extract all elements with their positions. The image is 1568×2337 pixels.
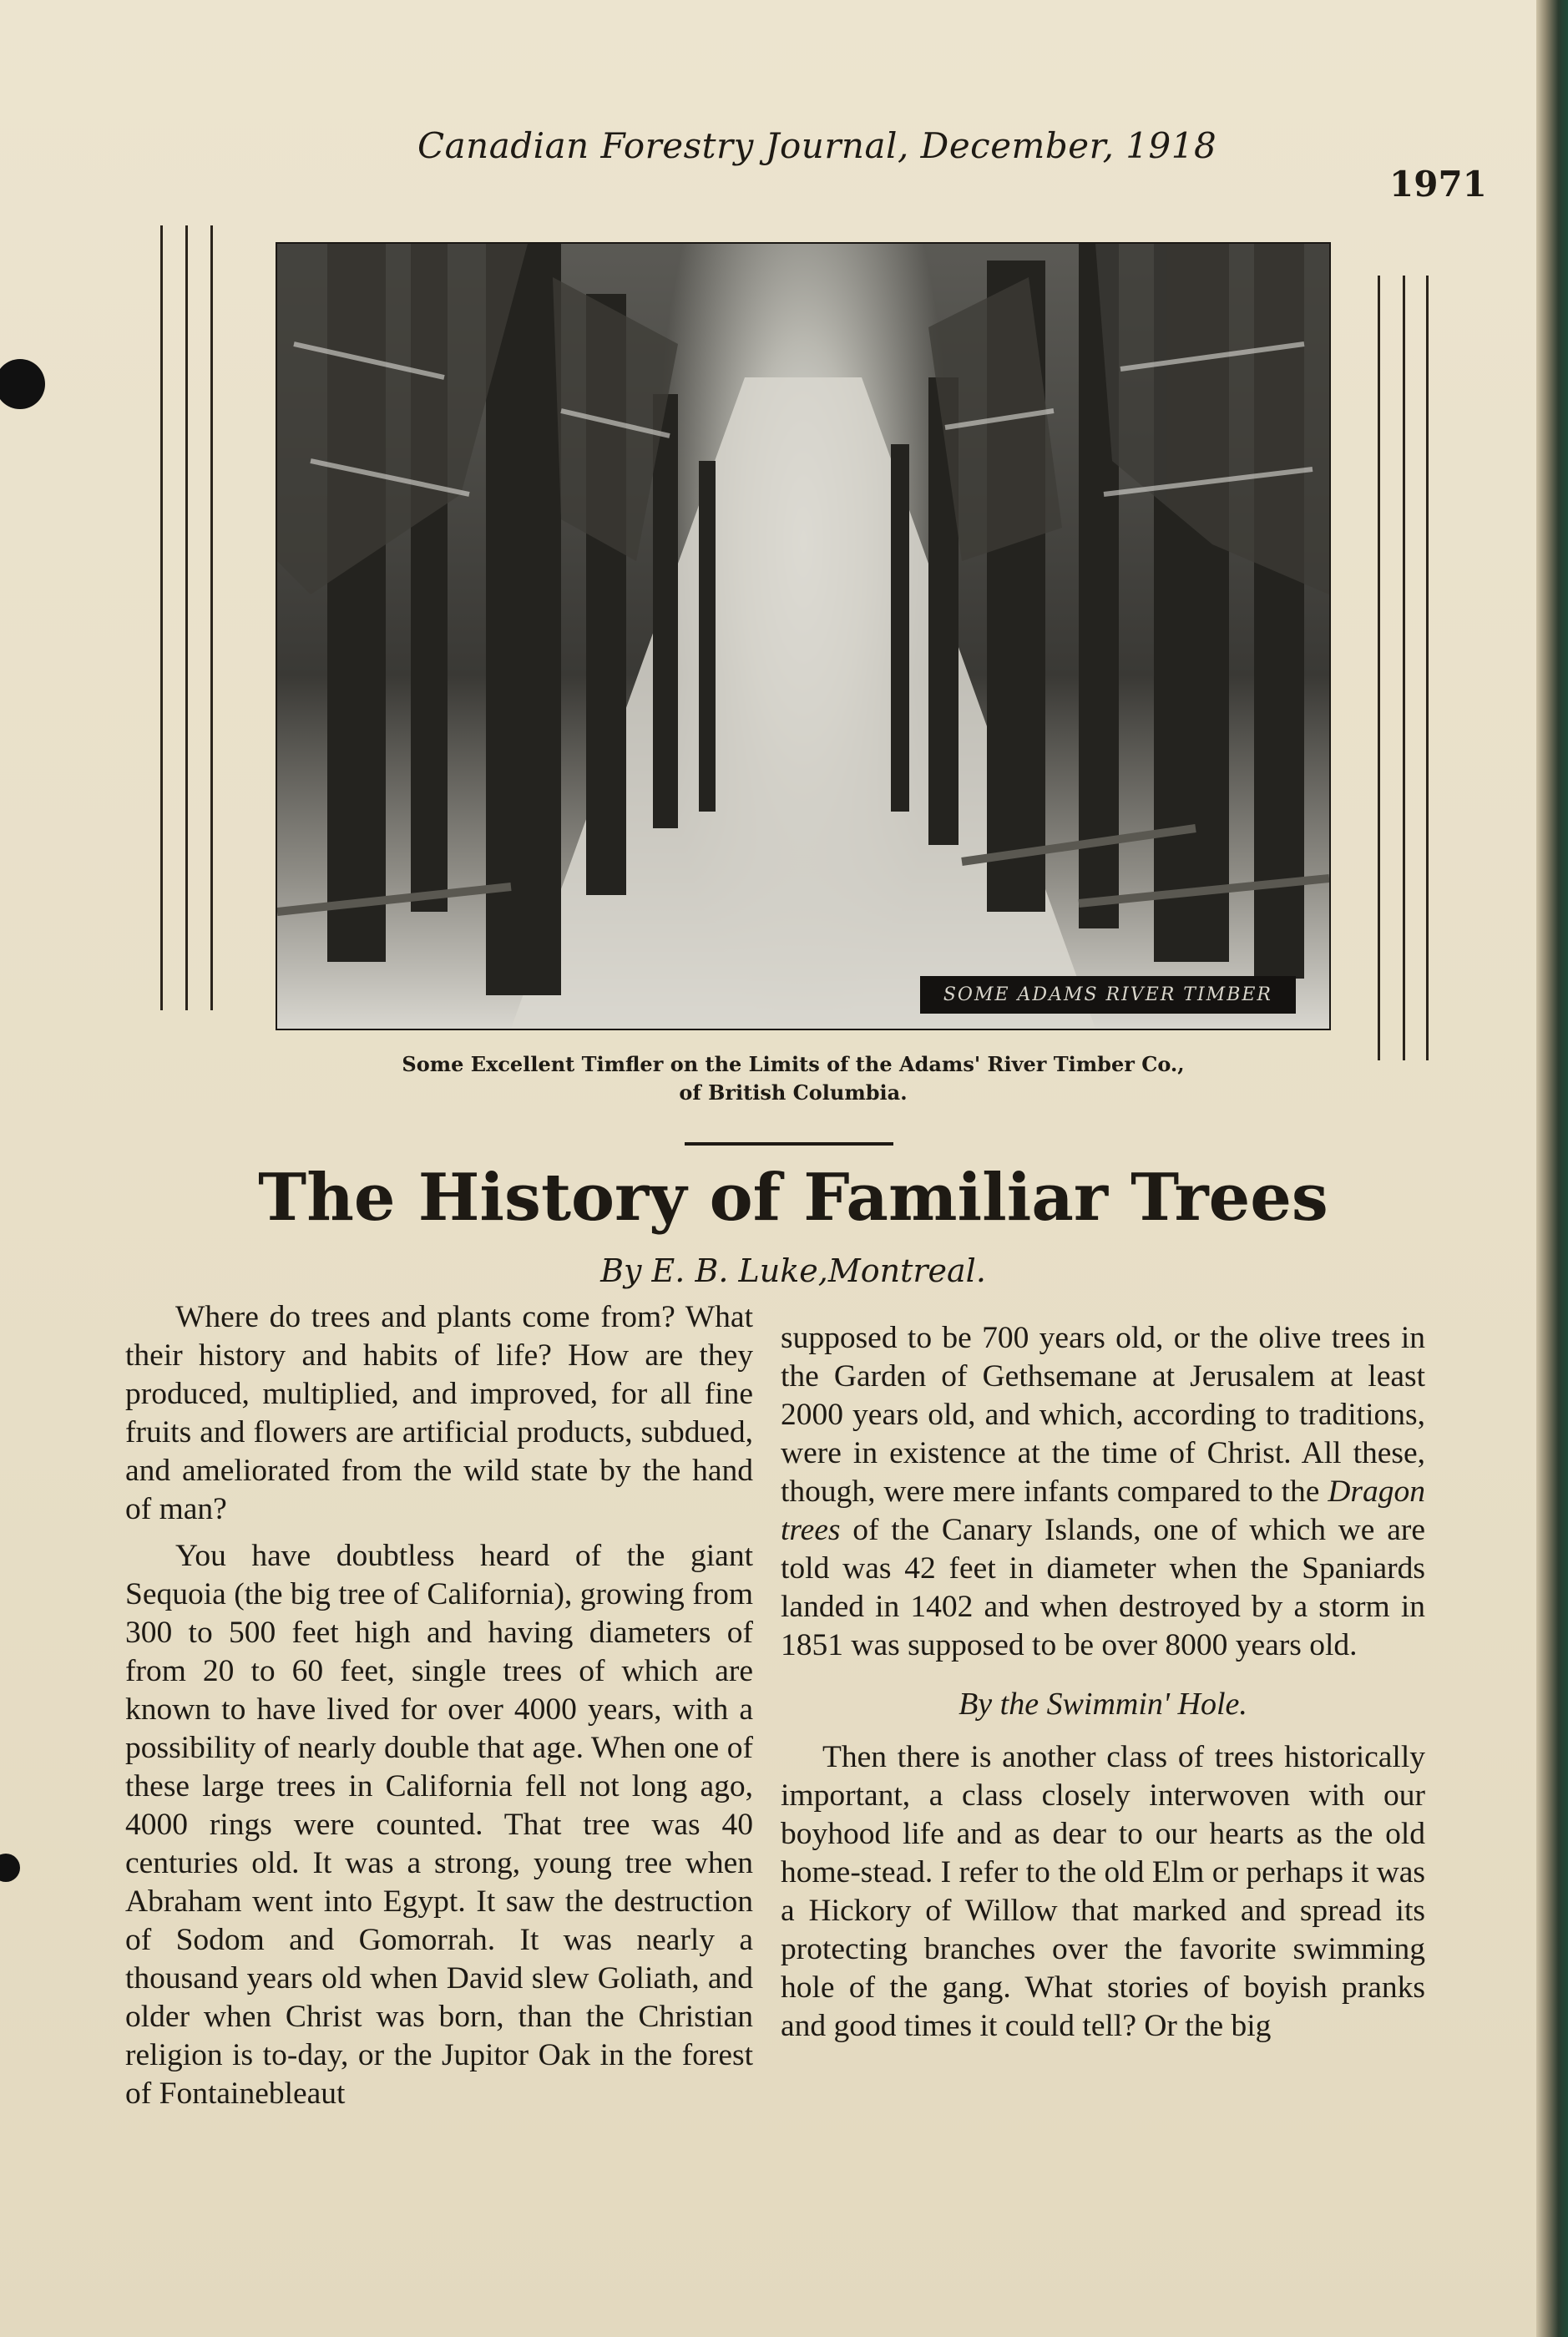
- paragraph-text: of the Canary Islands, one of which we are told was 42 feet in diameter when the Spaniards landed in 1402 and when destroyed by a storm in 1851 was supposed to be over 8000 years old.: [781, 1513, 1425, 1662]
- page-number: 1971: [1389, 164, 1487, 205]
- article-title: The History of Familiar Trees: [258, 1160, 1328, 1236]
- right-column: [781, 1319, 1425, 2046]
- paragraph: Then there is another class of trees historically important, a class closely interwoven with our boyhood life and as dear to our hearts as the old home-stead. I refer to the old Elm or perhaps it was a Hickory of Willow that marked and spread its protecting branches over the favorite swimming hole of the gang. What stories of boyish pranks and good times it could tell? Or the big: [781, 1740, 1425, 2043]
- article-byline: By E. B. Luke,Montreal.: [600, 1252, 986, 1289]
- paragraph: You have doubtless heard of the giant Sequoia (the big tree of California), growing from 300 to 500 feet high and having diameters of from 20 to 60 feet, single trees of which are known to have lived for over 4000 years, with a possibility of nearly double that age. When one of these large trees in California fell not long ago, 4000 rings were counted. That tree was 40 centuries old. It was a strong, young tree when Abraham went into Egypt. It saw the destruction of Sodom and Gomorrah. It was nearly a thousand years old when David slew Goliath, and older when Christ was born, than the Christian religion is to-day, or the Jupitor Oak in the forest of Fontainebleaut: [125, 1539, 753, 2111]
- photo-caption: [309, 1050, 1277, 1107]
- border-line: [160, 225, 163, 1010]
- paragraph: [781, 1319, 1425, 1665]
- running-head: Canadian Forestry Journal, December, 1918: [417, 125, 1217, 166]
- forest-illustration: [277, 244, 1329, 1029]
- emphasized-text: Dragon trees: [781, 1475, 1425, 1547]
- binder-hole: [0, 359, 45, 409]
- border-line: [1426, 276, 1429, 1060]
- paragraph: Where do trees and plants come from? What their history and habits of life? How are they produced, multiplied, and improved, for all fine fruits and flowers are artificial products, subdued, and ameliorated from the wild state by the hand of man?: [125, 1300, 753, 1526]
- forest-photograph: [276, 242, 1331, 1030]
- subheading: By the Swimmin' Hole.: [959, 1687, 1247, 1722]
- caption-line-2: of British Columbia.: [679, 1080, 908, 1105]
- binder-hole: [0, 1854, 20, 1882]
- border-line: [1378, 276, 1380, 1060]
- paragraph-text: supposed to be 700 years old, or the olive trees in the Garden of Gethsemane at Jerusalem at least 2000 years old, and which, according to traditions, were in existence at the time of Christ. All these, though, were mere infants compared to the: [781, 1321, 1425, 1509]
- left-column: [125, 1298, 753, 2113]
- section-rule: [685, 1142, 893, 1146]
- border-line: [210, 225, 213, 1010]
- page-edge: [1536, 0, 1568, 2337]
- border-line: [1403, 276, 1405, 1060]
- border-line: [185, 225, 188, 1010]
- photo-label: SOME ADAMS RIVER TIMBER: [920, 976, 1296, 1014]
- caption-line-1: Some Excellent Timfler on the Limits of the Adams' River Timber Co.,: [402, 1052, 1185, 1076]
